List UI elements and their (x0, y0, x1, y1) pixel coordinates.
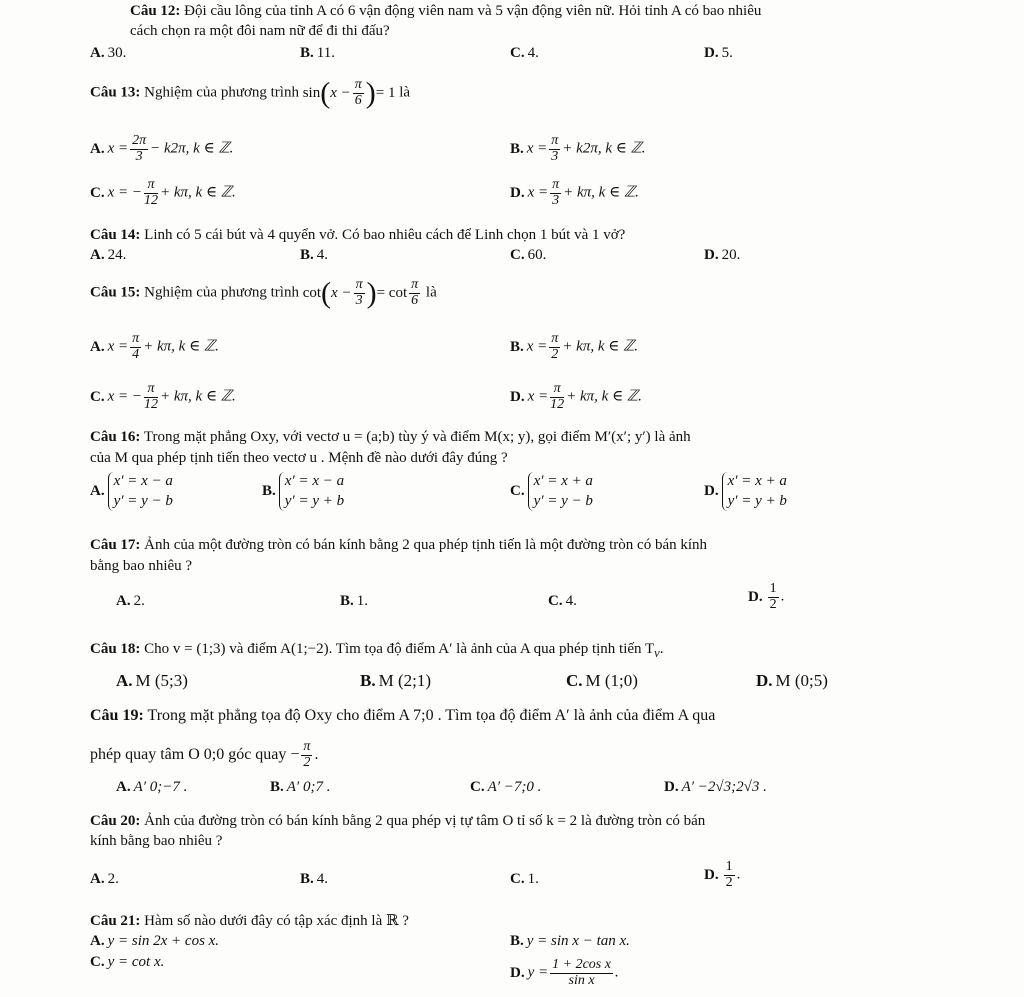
option-a: A. 2. (116, 593, 145, 609)
option-c: C. y = cot x. (90, 954, 165, 970)
question-label: Câu 19: (90, 707, 144, 724)
question-text: của M qua phép tịnh tiến theo vectơ u . Mệnh đề nào dưới đây đúng ? (90, 450, 508, 466)
question-text: Trong mặt phẳng Oxy, với vectơ u = (a;b) tùy ý và điểm M(x; y), gọi điểm M′(x′; y′) là ảnh (143, 429, 691, 445)
option-c: C. M (1;0) (566, 671, 638, 690)
option-d: D. x′ = x + a y′ = y + b (704, 472, 787, 511)
question-label: Câu 15: (90, 284, 141, 301)
question-text: Cho v = (1;3) và điểm A(1;−2). Tìm tọa độ điểm A′ là ảnh của A qua phép tịnh tiến T (144, 641, 655, 657)
option-b (300, 44, 335, 63)
option-letter: D. (704, 45, 719, 61)
question-13-stem (90, 78, 410, 108)
question-12-stem-cont (130, 22, 390, 41)
option-b: B. 4. (300, 871, 329, 887)
option-a: A. 2. (90, 871, 119, 887)
question-text: bằng bao nhiêu ? (90, 558, 193, 574)
option-text: 30. (107, 45, 127, 61)
option-d: D. $\frac{1}{2}$ . (704, 859, 741, 890)
question-20-stem (90, 812, 705, 831)
option-d: D. 20. (704, 247, 741, 263)
question-12-stem (130, 2, 761, 21)
option-a: A. 24. (90, 247, 127, 263)
question-text: Hàm số nào dưới đây có tập xác định là ℝ ? (144, 913, 409, 929)
question-text: cách chọn ra một đôi nam nữ để đi thi đấu? (130, 23, 390, 39)
question-text: Trong mặt phẳng tọa độ Oxy cho điểm A 7;0 . Tìm tọa độ điểm A′ là ảnh của điểm A qua (147, 707, 716, 724)
option-a: A. A′ 0;−7 . (116, 779, 188, 795)
option-a: A. y = sin 2x + cos x. (90, 933, 220, 949)
option-b: B. A′ 0;7 . (270, 779, 331, 795)
question-text: Đội cầu lông của tỉnh A có 6 vận động viên nam và 5 vận động viên nữ. Hỏi tỉnh A có bao nhiêu (184, 3, 762, 19)
option-d: D. y = $\frac{\text{1 + 2cos x}}{\text{sin x}}$ . (510, 957, 619, 988)
equation: cot(x − $\frac{\pi}{3}$ )= cot $\frac{\pi}{6}$ (302, 276, 419, 310)
option-d: D. A′ −2√3;2√3 . (664, 779, 767, 795)
option-c: C. A′ −7;0 . (470, 779, 542, 795)
question-label: Câu 14: (90, 227, 141, 243)
option-b: B. y = sin x − tan x. (510, 933, 630, 949)
equation: sin(x − $\frac{\pi}{6}$ )= 1 (302, 76, 396, 110)
question-label: Câu 18: (90, 641, 141, 657)
question-label: Câu 12: (130, 3, 181, 19)
question-label: Câu 17: (90, 537, 141, 553)
option-c: C. x′ = x + a y′ = y − b (510, 472, 593, 511)
option-a: A. x = $\frac{\pi}{4}$ + kπ, k ∈ ℤ. (90, 331, 219, 362)
question-21-stem (90, 912, 409, 931)
option-text: 4. (527, 45, 539, 61)
question-text: Nghiệm của phương trình (144, 284, 299, 301)
question-15-stem (90, 278, 437, 308)
question-20-stem-cont (90, 832, 222, 851)
question-label: Câu 21: (90, 913, 141, 929)
question-17-stem-cont (90, 557, 192, 576)
option-d: D. $\frac{1}{2}$ . (748, 581, 785, 612)
option-a (90, 44, 126, 63)
question-text: phép quay tâm O 0;0 góc quay − (90, 745, 300, 763)
option-letter: C. (510, 45, 525, 61)
question-16-stem (90, 428, 691, 447)
option-letter: B. (300, 45, 314, 61)
question-16-stem-cont (90, 449, 508, 468)
question-text: Nghiệm của phương trình (144, 84, 299, 101)
option-c: C. 4. (548, 593, 577, 609)
question-suffix: là (425, 284, 437, 301)
question-text: Ảnh của đường tròn có bán kính bằng 2 qua phép vị tự tâm O tỉ số k = 2 là đường tròn có bán (144, 813, 706, 829)
option-c: C. 60. (510, 247, 547, 263)
question-14-stem (90, 226, 625, 245)
question-17-stem (90, 536, 707, 555)
question-label: Câu 13: (90, 84, 141, 101)
question-19-stem-cont: phép quay tâm O 0;0 góc quay − $\frac{\pi}{2}$ . (90, 739, 319, 770)
option-a: A. x′ = x − a y′ = y − b (90, 472, 173, 511)
option-d (704, 44, 733, 63)
question-label: Câu 20: (90, 813, 141, 829)
option-c: C. x = − $\frac{\pi}{12}$ + kπ, k ∈ ℤ. (90, 177, 236, 208)
question-text: Linh có 5 cái bút và 4 quyển vở. Có bao nhiêu cách để Linh chọn 1 bút và 1 vở? (144, 227, 626, 243)
option-b: B. x′ = x − a y′ = y + b (262, 472, 344, 511)
option-c: C. x = − $\frac{\pi}{12}$ + kπ, k ∈ ℤ. (90, 381, 236, 412)
question-label: Câu 16: (90, 429, 141, 445)
option-b: B. 1. (340, 593, 369, 609)
option-b: B. M (2;1) (360, 671, 432, 690)
option-c (510, 44, 539, 63)
question-text: Ảnh của một đường tròn có bán kính bằng 2 qua phép tịnh tiến là một đường tròn có bán kính (144, 537, 708, 553)
question-19-stem (90, 706, 715, 726)
question-text: kính bằng bao nhiêu ? (90, 833, 223, 849)
option-b: B. 4. (300, 247, 329, 263)
option-a: A. M (5;3) (116, 671, 188, 690)
option-text: 11. (316, 45, 335, 61)
option-b: B. x = $\frac{\pi}{3}$ + k2π, k ∈ ℤ. (510, 133, 646, 164)
question-suffix: là (399, 84, 411, 101)
question-18-stem: Câu 18: Cho v = (1;3) và điểm A(1;−2). Tìm tọa độ điểm A′ là ảnh của A qua phép tịnh tiến $T_v$. (90, 641, 664, 660)
option-b: B. x = $\frac{\pi}{2}$ + kπ, k ∈ ℤ. (510, 331, 639, 362)
option-a: A. x = $\frac{2\pi}{3}$ − k2π, k ∈ ℤ. (90, 133, 234, 164)
option-d: D. x = $\frac{\pi}{3}$ + kπ, k ∈ ℤ. (510, 177, 639, 208)
option-c: C. 1. (510, 871, 539, 887)
option-letter: A. (90, 45, 105, 61)
option-d: D. x = $\frac{\pi}{12}$ + kπ, k ∈ ℤ. (510, 381, 642, 412)
option-text: 5. (721, 45, 733, 61)
option-d: D. M (0;5) (756, 671, 828, 690)
